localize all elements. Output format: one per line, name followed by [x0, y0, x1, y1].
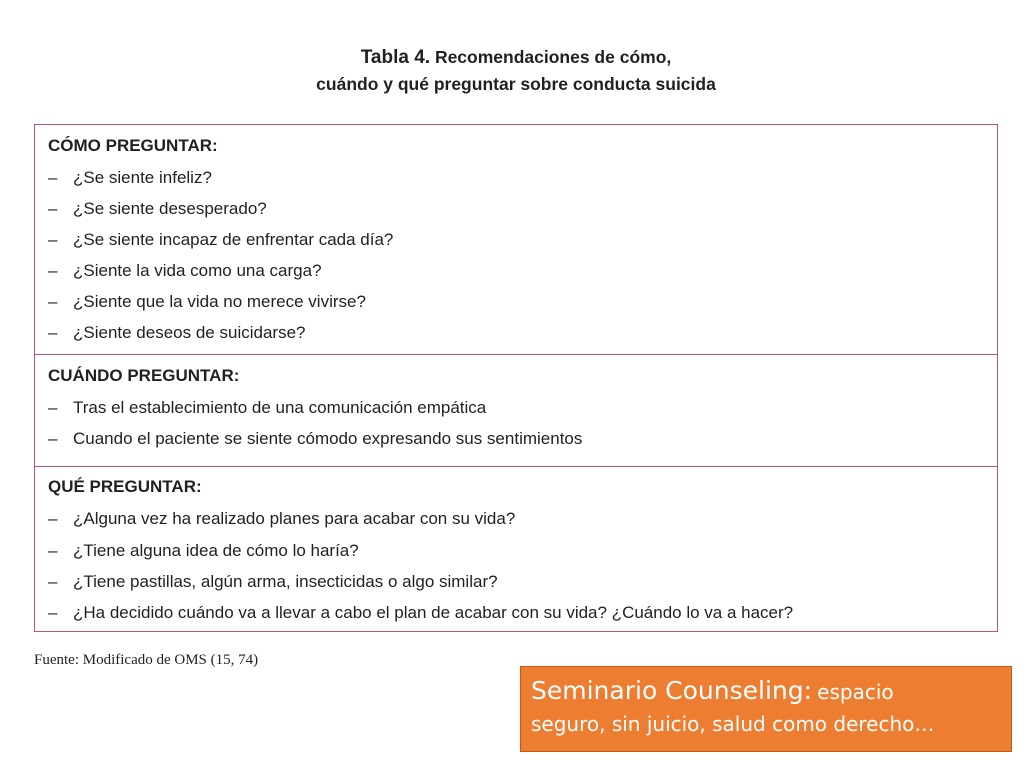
bullet-dash: –: [48, 398, 58, 417]
table-caption: [0, 44, 1024, 98]
list-item: [48, 323, 305, 343]
bullet-dash: –: [48, 603, 58, 622]
bullet-dash: –: [48, 429, 58, 448]
list-item-text: ¿Tiene alguna idea de cómo lo haría?: [73, 541, 359, 560]
section-como-preguntar: [35, 125, 997, 354]
list-item-text: ¿Siente la vida como una carga?: [73, 261, 322, 280]
list-item-text: ¿Ha decidido cuándo va a llevar a cabo el plan de acabar con su vida? ¿Cuándo lo va a hacer?: [73, 603, 794, 622]
bullet-dash: –: [48, 323, 58, 342]
bullet-dash: –: [48, 509, 58, 528]
list-item: [48, 429, 582, 449]
list-item-text: Tras el establecimiento de una comunicación empática: [73, 398, 487, 417]
list-item: [48, 572, 498, 592]
bullet-dash: –: [48, 230, 58, 249]
bullet-dash: –: [48, 572, 58, 591]
list-item: [48, 509, 515, 529]
list-item-text: Cuando el paciente se siente cómodo expresando sus sentimientos: [73, 429, 583, 448]
note-title: Seminario Counseling:: [531, 676, 813, 705]
list-item-text: ¿Alguna vez ha realizado planes para acabar con su vida?: [73, 509, 516, 528]
caption-prefix: Tabla 4.: [360, 47, 431, 68]
list-item: [48, 230, 393, 250]
section-heading: CÓMO PREGUNTAR:: [48, 136, 218, 155]
list-item: [48, 398, 486, 418]
list-item-text: ¿Tiene pastillas, algún arma, insecticidas o algo similar?: [73, 572, 498, 591]
list-item: [48, 292, 366, 312]
note-line-1: [531, 675, 1011, 708]
list-item: [48, 541, 359, 561]
list-item-text: ¿Se siente infeliz?: [73, 168, 212, 187]
recommendations-table: [34, 124, 998, 632]
bullet-dash: –: [48, 199, 58, 218]
list-item: [48, 603, 793, 623]
bullet-dash: –: [48, 292, 58, 311]
list-item-text: ¿Siente que la vida no merece vivirse?: [73, 292, 366, 311]
caption-line-2: cuándo y qué preguntar sobre conducta suicida: [316, 74, 716, 94]
seminar-note-box: [520, 666, 1012, 752]
caption-title-part-1: Recomendaciones de cómo,: [434, 47, 672, 67]
bullet-dash: –: [48, 168, 58, 187]
bullet-dash: –: [48, 541, 58, 560]
section-que-preguntar: [35, 466, 997, 634]
list-item-text: ¿Se siente incapaz de enfrentar cada día?: [73, 230, 394, 249]
source-citation: Fuente: Modificado de OMS (15, 74): [34, 652, 259, 668]
list-item: [48, 261, 322, 281]
section-heading: CUÁNDO PREGUNTAR:: [48, 366, 240, 385]
section-heading: QUÉ PREGUNTAR:: [48, 477, 202, 496]
list-item: [48, 168, 212, 188]
section-cuando-preguntar: [35, 354, 997, 467]
note-line-1-rest: espacio: [817, 680, 894, 704]
caption-line-1: [0, 44, 1024, 71]
list-item-text: ¿Siente deseos de suicidarse?: [73, 323, 306, 342]
note-line-2: seguro, sin juicio, salud como derecho…: [531, 712, 935, 736]
list-item: [48, 199, 267, 219]
list-item-text: ¿Se siente desesperado?: [73, 199, 267, 218]
bullet-dash: –: [48, 261, 58, 280]
